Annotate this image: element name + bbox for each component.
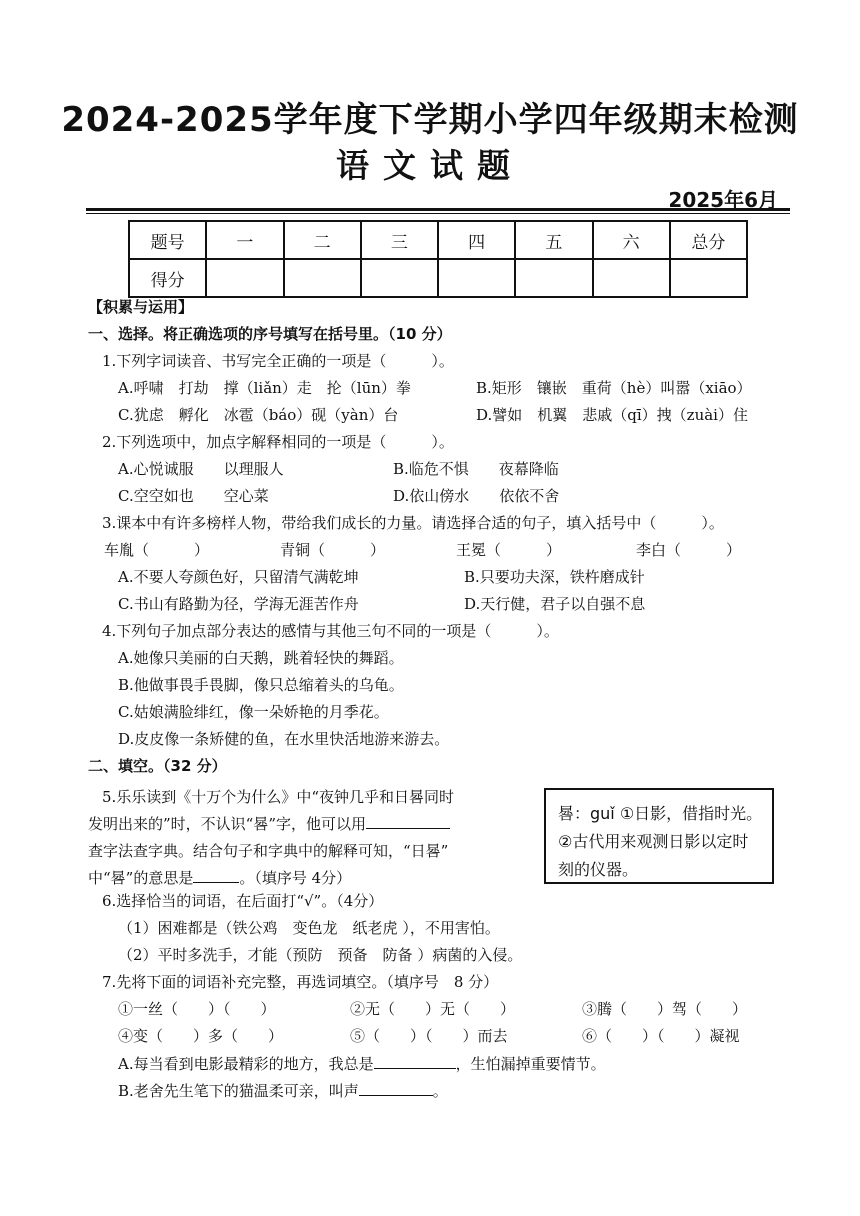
score-cell [206, 259, 283, 297]
score-cell [361, 259, 438, 297]
q6-sentence-1: （1）困难都是（铁公鸡 变色龙 纸老虎 ），不用害怕。 [118, 919, 500, 937]
score-table-header: 二 [284, 221, 361, 259]
exam-title: 2024-2025学年度下学期小学四年级期末检测 [61, 100, 799, 140]
exam-date: 2025年6月 [668, 188, 778, 212]
score-table-header: 题号 [129, 221, 206, 259]
q6-sentence-2: （2）平时多洗手，才能（预防 预备 防备 ）病菌的入侵。 [118, 946, 523, 964]
q1-option-b: B.矩形 镶嵌 重荷（hè）叫嚣（xiāo） [476, 379, 752, 397]
q5-text [88, 784, 528, 892]
q2-options-row2 [88, 487, 798, 514]
part2-heading: 二、填空。（32 分） [88, 757, 227, 775]
score-table-score-row [129, 259, 747, 297]
q1-options-row2 [88, 406, 798, 433]
q1-option-d: D.譬如 机翼 悲戚（qī）拽（zuài）住 [476, 406, 748, 424]
q4-stem: 4.下列句子加点部分表达的感情与其他三句不同的一项是（ ）。 [102, 622, 559, 640]
q3-option-d: D.天行健，君子以自强不息 [464, 595, 646, 613]
exam-subtitle: 语文试题 [336, 146, 524, 185]
q4-option-b: B.他做事畏手畏脚，像只总缩着头的乌龟。 [118, 676, 404, 694]
score-table-header: 总分 [670, 221, 747, 259]
score-cell [515, 259, 592, 297]
q1-options-row1 [88, 379, 798, 406]
q3-option-a: A.不要人夸颜色好，只留清气满乾坤 [118, 568, 359, 586]
score-table-header: 六 [593, 221, 670, 259]
q7-blank-b[interactable] [359, 1081, 433, 1096]
q5-line2-text: 发明出来的”时，不认识“晷”字，他可以用 [88, 815, 367, 833]
score-row-label: 得分 [129, 259, 206, 297]
q5-block [88, 784, 798, 892]
header-rule-thick [86, 208, 790, 211]
q7-sentence-b-text: B.老舍先生笔下的猫温柔可亲，叫声 [118, 1082, 359, 1100]
q7-word-5: ⑤（ ）（ ）而去 [350, 1027, 508, 1045]
q7-blank-a[interactable] [374, 1054, 456, 1069]
q6-stem: 6.选择恰当的词语，在后面打“√”。（4分） [102, 892, 384, 910]
q7-word-6: ⑥（ ）（ ）凝视 [582, 1027, 740, 1045]
q3-options-row2 [88, 595, 798, 622]
q2-stem: 2.下列选项中，加点字解释相同的一项是（ ）。 [102, 433, 454, 451]
q3-option-c: C.书山有路勤为径，学海无涯苦作舟 [118, 595, 359, 613]
q5-blank-method[interactable] [366, 814, 450, 829]
dictionary-entry-box: 晷：guǐ ①日影，借指时光。②古代用来观测日影以定时刻的仪器。 [544, 788, 774, 884]
q2-options-row1 [88, 460, 798, 487]
q1-option-a: A.呼啸 打劫 撑（liǎn）走 抡（lūn）拳 [118, 379, 411, 397]
q7-word-4: ④变（ ）多（ ） [118, 1027, 284, 1045]
part1-heading: 一、选择。将正确选项的序号填写在括号里。（10 分） [88, 325, 452, 343]
score-table-header: 五 [515, 221, 592, 259]
score-cell [438, 259, 515, 297]
score-table-header: 三 [361, 221, 438, 259]
q4-option-d: D.皮皮像一条矫健的鱼，在水里快活地游来游去。 [118, 730, 450, 748]
q2-option-b: B.临危不惧 夜幕降临 [393, 460, 559, 478]
q7-sentence-a [88, 1054, 798, 1081]
q5-line4 [88, 865, 528, 892]
q7-word-2: ②无（ ）无（ ） [350, 1000, 516, 1018]
header-rule-thin [86, 213, 790, 214]
q4-option-c: C.姑娘满脸绯红，像一朵娇艳的月季花。 [118, 703, 389, 721]
score-cell [670, 259, 747, 297]
q7-word-1: ①一丝（ ）（ ） [118, 1000, 276, 1018]
score-table-header: 一 [206, 221, 283, 259]
q1-stem: 1.下列字词读音、书写完全正确的一项是（ ）。 [102, 352, 454, 370]
q5-line2 [88, 811, 528, 838]
q3-person-3: 王冕（ ） [456, 541, 562, 559]
score-table [128, 220, 748, 298]
q2-option-a: A.心悦诚服 以理服人 [118, 460, 284, 478]
q7-word-3: ③腾（ ）驾（ ） [582, 1000, 748, 1018]
q3-options-row1 [88, 568, 798, 595]
q3-option-b: B.只要功夫深，铁杵磨成针 [464, 568, 645, 586]
q7-sentence-b-suffix: 。 [432, 1082, 448, 1100]
q7-words-row2 [88, 1027, 798, 1054]
q7-stem: 7.先将下面的词语补充完整，再选词填空。（填序号 8 分） [102, 973, 499, 991]
q3-person-2: 青铜（ ） [280, 541, 386, 559]
q3-person-4: 李白（ ） [636, 541, 742, 559]
q5-line4-text: 中“晷”的意思是 [88, 869, 194, 887]
score-table-header-row [129, 221, 747, 259]
q2-option-c: C.空空如也 空心菜 [118, 487, 269, 505]
q7-sentence-a-suffix: ，生怕漏掉重要情节。 [455, 1055, 606, 1073]
exam-content [88, 298, 798, 1108]
q4-option-a: A.她像只美丽的白天鹅，跳着轻快的舞蹈。 [118, 649, 404, 667]
q1-option-c: C.犹虑 孵化 冰雹（báo）砚（yàn）台 [118, 406, 399, 424]
q5-line3: 查字法查字典。结合句子和字典中的解释可知，“日晷” [88, 842, 449, 860]
q3-person-1: 车胤（ ） [104, 541, 210, 559]
q5-line1: 5.乐乐读到《十万个为什么》中“夜钟几乎和日晷同时 [102, 788, 454, 806]
section-label: 【积累与运用】 [88, 298, 194, 316]
q3-stem: 3.课本中有许多榜样人物，带给我们成长的力量。请选择合适的句子，填入括号中（ ）。 [102, 514, 724, 532]
q3-people-row [88, 541, 798, 568]
q7-sentence-a-text: A.每当看到电影最精彩的地方，我总是 [118, 1055, 374, 1073]
q5-blank-meaning[interactable] [193, 868, 239, 883]
q5-line4-suffix: 。（填序号 4分） [239, 869, 352, 887]
score-cell [284, 259, 361, 297]
q2-option-d: D.依山傍水 依依不舍 [393, 487, 560, 505]
q7-sentence-b [88, 1081, 798, 1108]
score-cell [593, 259, 670, 297]
q7-words-row1 [88, 1000, 798, 1027]
score-table-header: 四 [438, 221, 515, 259]
